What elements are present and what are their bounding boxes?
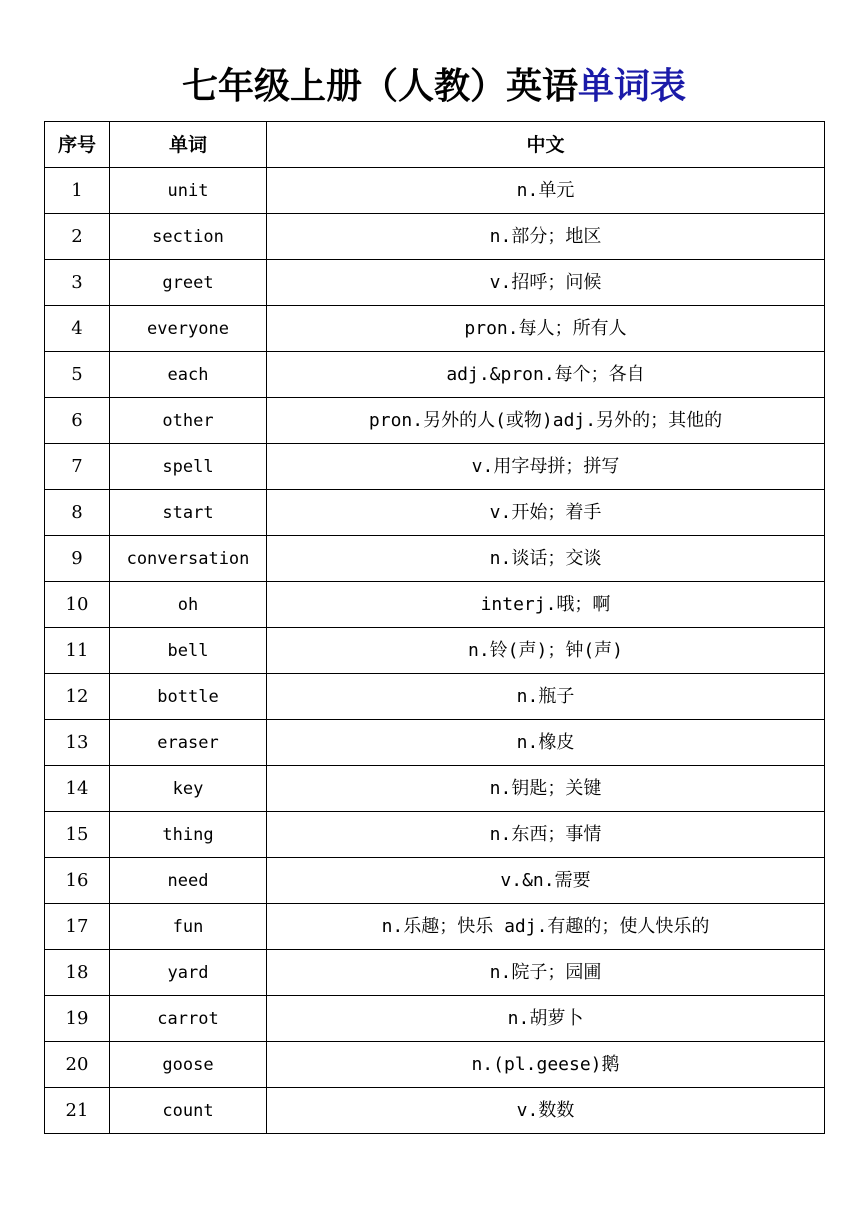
table-row: [45, 950, 825, 996]
row-chinese: v.开始；着手: [267, 490, 825, 536]
row-chinese: n.瓶子: [267, 674, 825, 720]
row-chinese: v.&n.需要: [267, 858, 825, 904]
table-row: [45, 582, 825, 628]
row-number: 5: [45, 352, 110, 398]
row-number: 17: [45, 904, 110, 950]
row-number: 21: [45, 1088, 110, 1134]
page-title: [0, 60, 868, 114]
row-chinese: adj.&pron.每个；各自: [267, 352, 825, 398]
row-chinese: n.乐趣；快乐 adj.有趣的；使人快乐的: [267, 904, 825, 950]
row-word: each: [110, 352, 267, 398]
row-word: key: [110, 766, 267, 812]
row-word: everyone: [110, 306, 267, 352]
row-chinese: n.院子；园圃: [267, 950, 825, 996]
row-number: 8: [45, 490, 110, 536]
table-row: [45, 260, 825, 306]
header-word: 单词: [110, 122, 267, 168]
row-number: 9: [45, 536, 110, 582]
table-header-row: [45, 122, 825, 168]
row-number: 19: [45, 996, 110, 1042]
row-word: section: [110, 214, 267, 260]
row-word: start: [110, 490, 267, 536]
vocabulary-table: [44, 121, 825, 1134]
table-row: [45, 628, 825, 674]
table-row: [45, 812, 825, 858]
row-chinese: pron.另外的人(或物)adj.另外的；其他的: [267, 398, 825, 444]
table-row: [45, 352, 825, 398]
table-row: [45, 766, 825, 812]
table-row: [45, 168, 825, 214]
row-chinese: n.胡萝卜: [267, 996, 825, 1042]
row-number: 6: [45, 398, 110, 444]
row-word: thing: [110, 812, 267, 858]
row-chinese: pron.每人；所有人: [267, 306, 825, 352]
row-chinese: n.铃(声)；钟(声): [267, 628, 825, 674]
row-number: 11: [45, 628, 110, 674]
row-number: 14: [45, 766, 110, 812]
row-chinese: n.(pl.geese)鹅: [267, 1042, 825, 1088]
row-chinese: n.橡皮: [267, 720, 825, 766]
row-word: conversation: [110, 536, 267, 582]
row-word: carrot: [110, 996, 267, 1042]
row-number: 13: [45, 720, 110, 766]
row-chinese: n.部分；地区: [267, 214, 825, 260]
row-number: 2: [45, 214, 110, 260]
row-number: 16: [45, 858, 110, 904]
row-number: 1: [45, 168, 110, 214]
table-row: [45, 1042, 825, 1088]
row-chinese: n.谈话；交谈: [267, 536, 825, 582]
table-row: [45, 674, 825, 720]
row-word: greet: [110, 260, 267, 306]
row-word: goose: [110, 1042, 267, 1088]
table-row: [45, 1088, 825, 1134]
table-row: [45, 904, 825, 950]
header-number: 序号: [45, 122, 110, 168]
table-row: [45, 444, 825, 490]
table-row: [45, 858, 825, 904]
row-word: other: [110, 398, 267, 444]
row-chinese: v.数数: [267, 1088, 825, 1134]
row-chinese: n.单元: [267, 168, 825, 214]
row-word: need: [110, 858, 267, 904]
row-word: bottle: [110, 674, 267, 720]
row-number: 15: [45, 812, 110, 858]
row-number: 7: [45, 444, 110, 490]
table-row: [45, 214, 825, 260]
row-chinese: interj.哦；啊: [267, 582, 825, 628]
row-chinese: v.招呼；问候: [267, 260, 825, 306]
row-number: 12: [45, 674, 110, 720]
page-title-main: 七年级上册（人教）英语: [181, 66, 578, 107]
table-row: [45, 996, 825, 1042]
row-number: 18: [45, 950, 110, 996]
vocabulary-table-body: [45, 168, 825, 1134]
row-word: eraser: [110, 720, 267, 766]
page-title-accent: 单词表: [578, 66, 687, 107]
table-row: [45, 306, 825, 352]
table-row: [45, 398, 825, 444]
table-row: [45, 720, 825, 766]
row-word: bell: [110, 628, 267, 674]
row-number: 20: [45, 1042, 110, 1088]
row-word: yard: [110, 950, 267, 996]
row-word: count: [110, 1088, 267, 1134]
row-word: spell: [110, 444, 267, 490]
row-word: oh: [110, 582, 267, 628]
row-number: 4: [45, 306, 110, 352]
row-word: unit: [110, 168, 267, 214]
header-chinese: 中文: [267, 122, 825, 168]
row-number: 3: [45, 260, 110, 306]
row-chinese: n.钥匙；关键: [267, 766, 825, 812]
table-row: [45, 536, 825, 582]
row-chinese: n.东西；事情: [267, 812, 825, 858]
row-chinese: v.用字母拼；拼写: [267, 444, 825, 490]
row-word: fun: [110, 904, 267, 950]
row-number: 10: [45, 582, 110, 628]
table-row: [45, 490, 825, 536]
